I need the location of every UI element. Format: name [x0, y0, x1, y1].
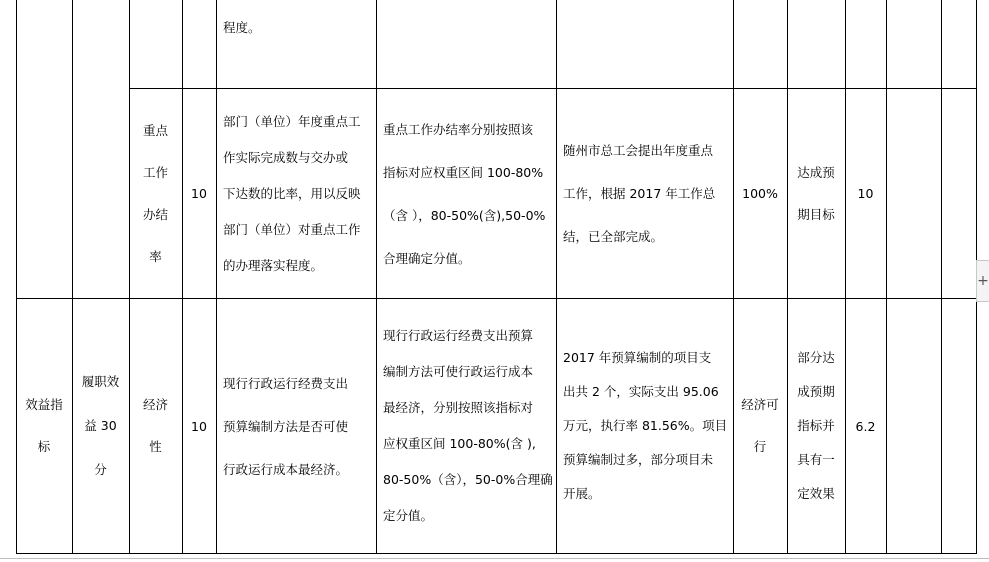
table-hline [16, 553, 977, 554]
level1-indicator-cell: 效益指 标 [25, 397, 63, 454]
key-work-actual-cell: 达成预 期目标 [797, 164, 835, 222]
level2-indicator-cell: 履职效 益 30 分 [81, 374, 120, 477]
table-vline [941, 0, 942, 554]
table-vline [216, 0, 217, 554]
plus-icon: + [977, 273, 989, 289]
key-work-target-cell: 100% [742, 186, 778, 201]
top-description-cell: 程度。 [223, 20, 261, 35]
economy-weight-cell: 10 [191, 418, 207, 434]
table-vline [556, 0, 557, 554]
economy-indicator-cell: 经济 性 [142, 397, 168, 454]
economy-description-cell: 现行行政运行经费支出 预算编制方法是否可使 行政运行成本最经济。 [223, 375, 349, 477]
key-work-score-cell: 10 [857, 186, 874, 201]
economy-evidence-cell: 2017 年预算编制的项目支 出共 2 个，实际支出 95.06 万元，执行率 81.56%。项目 预算编制过多，部分项目未 开展。 [563, 350, 728, 501]
page-edge-line [0, 558, 989, 559]
key-work-indicator-cell: 重点 工作 办结 率 [142, 122, 168, 264]
table-vline [376, 0, 377, 554]
economy-target-cell: 经济可 行 [741, 397, 779, 454]
key-work-scoring-cell: 重点工作办结率分别按照该 指标对应权重区间 100-80% （含 ），80-50%(含),50-0% 合理确定分值。 [383, 121, 546, 266]
key-work-weight-cell: 10 [191, 186, 207, 201]
table-vline [886, 0, 887, 554]
economy-score-cell: 6.2 [855, 418, 876, 434]
key-work-evidence-cell: 随州市总工会提出年度重点 工作，根据 2017 年工作总 结，已全部完成。 [563, 143, 716, 244]
economy-scoring-cell: 现行行政运行经费支出预算 编制方法可使行政运行成本 最经济，分别按照该指标对 应权重区间 100-80%(含 ), 80-50%（含），50-0%合理确 定分值。 [383, 328, 553, 523]
key-work-description-cell: 部门（单位）年度重点工 作实际完成数与交办或 下达数的比率，用以反映 部门（单位）对重点工作 的办理落实程度。 [223, 113, 361, 273]
economy-actual-cell: 部分达 成预期 指标并 具有一 定效果 [797, 350, 835, 501]
add-column-button[interactable] [976, 260, 989, 302]
